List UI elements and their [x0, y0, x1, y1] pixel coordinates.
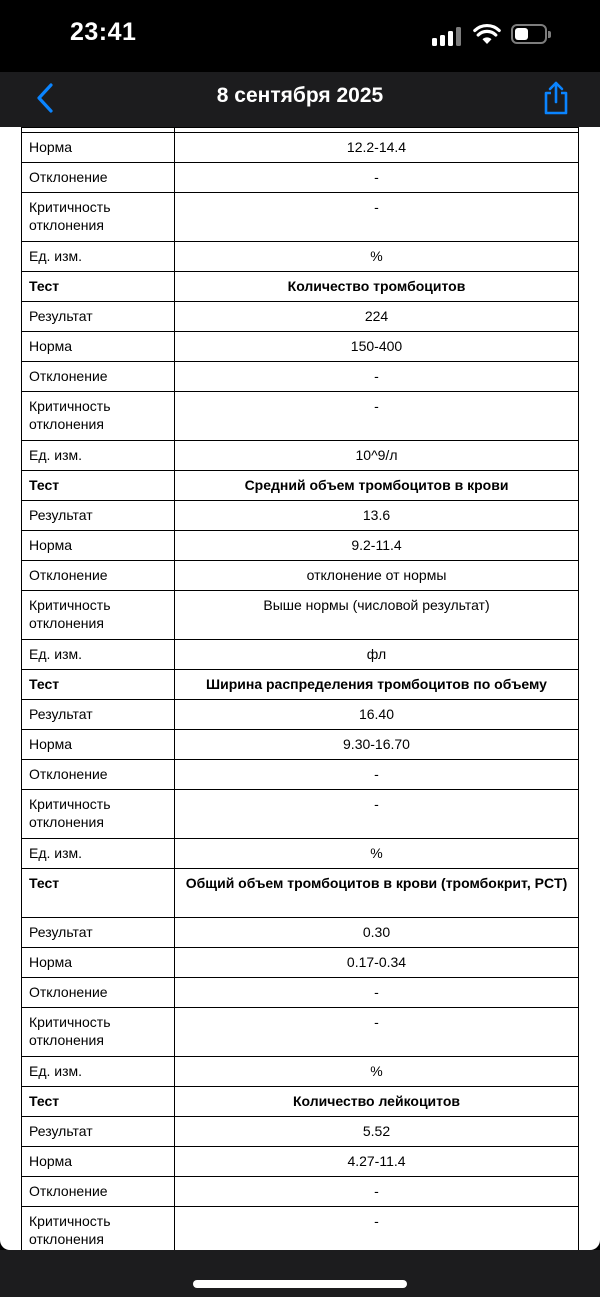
table-row: [22, 1207, 579, 1251]
row-value: отклонение от нормы: [175, 561, 579, 591]
row-value: 4.27-11.4: [175, 1147, 579, 1177]
table-row: [22, 730, 579, 760]
row-label: Тест: [22, 471, 175, 501]
row-label: Ед. изм.: [22, 839, 175, 869]
row-label: Критичность отклонения: [22, 193, 175, 242]
table-row: [22, 918, 579, 948]
row-label: Тест: [22, 272, 175, 302]
table-row: [22, 392, 579, 441]
row-value: Количество тромбоцитов: [175, 272, 579, 302]
row-label: Критичность отклонения: [22, 591, 175, 640]
row-label: Ед. изм.: [22, 640, 175, 670]
table-row: [22, 948, 579, 978]
row-label: Отклонение: [22, 163, 175, 193]
row-label: Результат: [22, 501, 175, 531]
row-value: -: [175, 1177, 579, 1207]
row-value: -: [175, 163, 579, 193]
wifi-icon: [473, 23, 501, 45]
table-row: [22, 839, 579, 869]
table-row: [22, 441, 579, 471]
table-row: [22, 700, 579, 730]
navigation-bar: [0, 72, 600, 127]
row-label: Норма: [22, 531, 175, 561]
row-value: 13.6: [175, 501, 579, 531]
table-row: [22, 163, 579, 193]
share-icon: [542, 81, 570, 115]
test-header-row: [22, 1087, 579, 1117]
row-label: Отклонение: [22, 1177, 175, 1207]
row-value: -: [175, 392, 579, 441]
row-label: Норма: [22, 332, 175, 362]
row-value: Средний объем тромбоцитов в крови: [175, 471, 579, 501]
table-row: [22, 193, 579, 242]
row-value: Количество лейкоцитов: [175, 1087, 579, 1117]
row-label: Тест: [22, 670, 175, 700]
test-header-row: [22, 670, 579, 700]
row-label: Норма: [22, 730, 175, 760]
table-row: [22, 242, 579, 272]
row-value: -: [175, 1207, 579, 1251]
row-value: -: [175, 978, 579, 1008]
row-label: Результат: [22, 302, 175, 332]
table-row: [22, 332, 579, 362]
row-value: фл: [175, 640, 579, 670]
row-value: -: [175, 362, 579, 392]
row-value: 9.30-16.70: [175, 730, 579, 760]
row-label: Ед. изм.: [22, 242, 175, 272]
table-row: [22, 1117, 579, 1147]
row-label: Отклонение: [22, 561, 175, 591]
row-label: Ед. изм.: [22, 1057, 175, 1087]
row-value: 10^9/л: [175, 441, 579, 471]
row-label: Норма: [22, 133, 175, 163]
page-title: 8 сентября 2025: [216, 84, 384, 107]
table-row: [22, 1008, 579, 1057]
row-value: Ширина распределения тромбоцитов по объему: [175, 670, 579, 700]
row-value: 0.17-0.34: [175, 948, 579, 978]
row-label: Критичность отклонения: [22, 1008, 175, 1057]
table-row: [22, 501, 579, 531]
row-value: Выше нормы (числовой результат): [175, 591, 579, 640]
table-row: [22, 760, 579, 790]
battery-icon: [511, 24, 547, 44]
table-row: [22, 978, 579, 1008]
table-row: [22, 1057, 579, 1087]
row-value: -: [175, 193, 579, 242]
row-value: -: [175, 1008, 579, 1057]
row-label: Тест: [22, 1087, 175, 1117]
row-label: Ед. изм.: [22, 441, 175, 471]
row-value: 9.2-11.4: [175, 531, 579, 561]
table-row: [22, 302, 579, 332]
row-value: -: [175, 790, 579, 839]
row-value: 16.40: [175, 700, 579, 730]
row-value: 5.52: [175, 1117, 579, 1147]
status-time: 23:41: [70, 18, 137, 46]
row-value: 224: [175, 302, 579, 332]
row-value: Общий объем тромбоцитов в крови (тромбокрит, PCT): [175, 869, 579, 918]
test-header-row: [22, 272, 579, 302]
lab-results-table: [21, 127, 579, 1250]
table-row: [22, 591, 579, 640]
row-label: Отклонение: [22, 760, 175, 790]
row-label: Результат: [22, 700, 175, 730]
home-indicator[interactable]: [193, 1280, 407, 1288]
row-label: Результат: [22, 1117, 175, 1147]
row-label: Норма: [22, 1147, 175, 1177]
table-row: [22, 1177, 579, 1207]
report-viewer[interactable]: [0, 127, 600, 1250]
row-value: %: [175, 242, 579, 272]
row-label: Тест: [22, 869, 175, 918]
row-value: %: [175, 1057, 579, 1087]
row-label: Отклонение: [22, 362, 175, 392]
table-row: [22, 362, 579, 392]
table-row: [22, 133, 579, 163]
test-header-row: [22, 869, 579, 918]
table-row: [22, 790, 579, 839]
home-indicator-area: [0, 1250, 600, 1297]
table-row: [22, 531, 579, 561]
row-label: Отклонение: [22, 978, 175, 1008]
row-value: 0.30: [175, 918, 579, 948]
row-value: 12.2-14.4: [175, 133, 579, 163]
status-bar: [0, 0, 600, 72]
row-label: Критичность отклонения: [22, 392, 175, 441]
table-row: [22, 1147, 579, 1177]
row-value: 150-400: [175, 332, 579, 362]
test-header-row: [22, 471, 579, 501]
table-row: [22, 640, 579, 670]
row-value: -: [175, 760, 579, 790]
table-row: [22, 561, 579, 591]
row-label: Критичность отклонения: [22, 1207, 175, 1251]
share-button[interactable]: [538, 78, 574, 118]
row-label: Критичность отклонения: [22, 790, 175, 839]
row-label: Результат: [22, 918, 175, 948]
cellular-signal-icon: [432, 26, 462, 46]
row-label: Норма: [22, 948, 175, 978]
row-value: %: [175, 839, 579, 869]
